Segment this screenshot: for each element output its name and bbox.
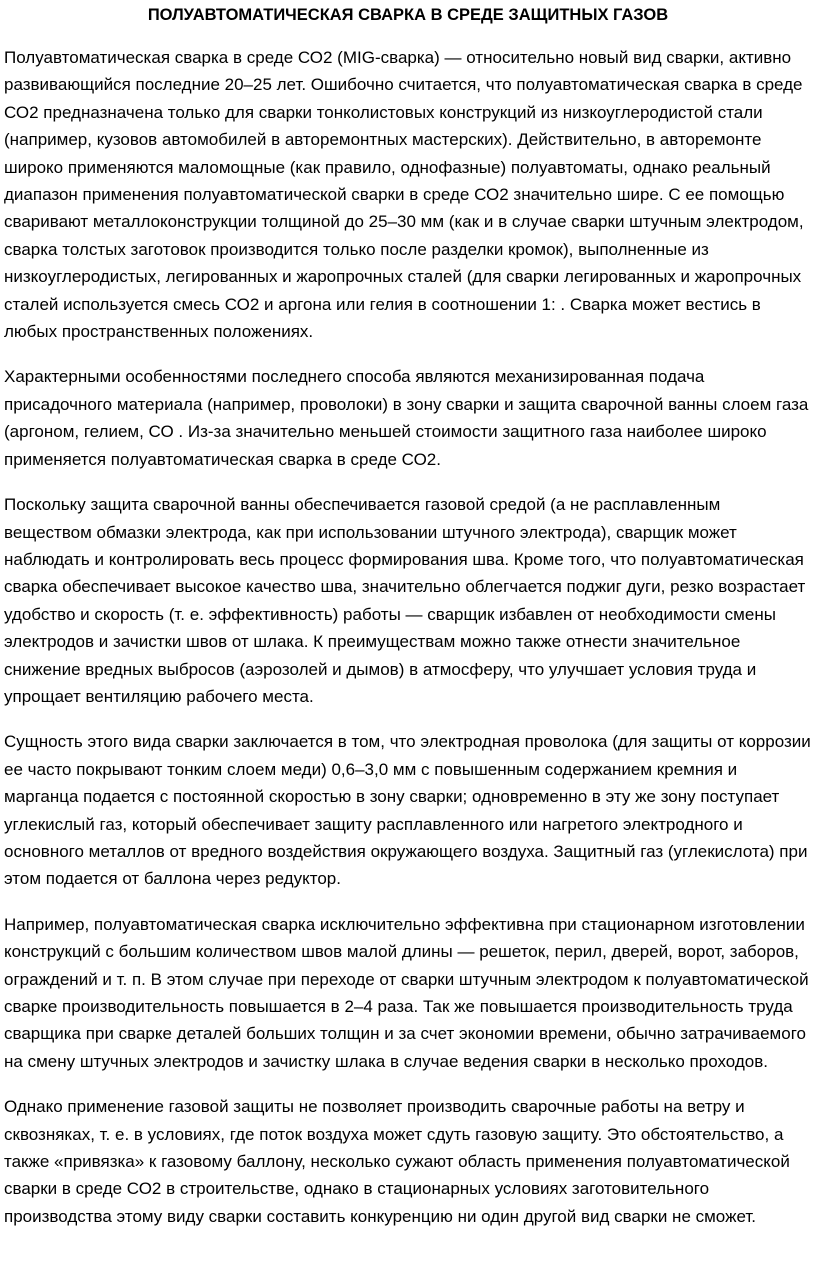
paragraph-4: Сущность этого вида сварки заключается в том, что электродная проволока (для защиты от коррозии ее часто покрывают тонким слоем меди) 0,6–3,0 мм с повышенным содержанием кремния и марганца подается с постоянной скоростью в зону сварки; одновременно в эту же зону поступает углекислый газ, который обеспечивает защиту расплавленного или нагретого электродного и основного металлов от вредного воздействия окружающего воздуха. Защитный газ (углекислота) при этом подается от баллона через редуктор. bbox=[4, 732, 811, 889]
paragraph-5: Например, полуавтоматическая сварка исключительно эффективна при стационарном изготовлении конструкций с большим количеством швов малой длины — решеток, перил, дверей, ворот, заборов, ограждений и т. п. В этом случае при переходе от сварки штучным электродом к полуавтоматической сварке производительность повышается в 2–4 раза. Так же повышается производительность труда сварщика при сварке деталей больших толщин и за счет экономии времени, обычно затрачиваемого на смену штучных электродов и зачистку шлака в случае ведения сварки в несколько проходов. bbox=[4, 914, 809, 1071]
paragraph-6: Однако применение газовой защиты не позволяет производить сварочные работы на ветру и сквозняках, т. е. в условиях, где поток воздуха может сдуть газовую защиту. Это обстоятельство, а также «привязка» к газовому баллону, несколько сужают область применения полуавтоматической сварки в среде СО2 в строительстве, однако в стационарных условиях заготовительного производства этому виду сварки составить конкуренцию ни один другой вид сварки не сможет. bbox=[4, 1097, 790, 1226]
document-title: ПОЛУАВТОМАТИЧЕСКАЯ СВАРКА В СРЕДЕ ЗАЩИТНЫХ ГАЗОВ bbox=[147, 6, 669, 24]
paragraph-2: Характерными особенностями последнего способа являются механизированная подача присадочного материала (например, проволоки) в зону сварки и защита сварочной ванны слоем газа (аргоном, гелием, СО . Из-за значительно меньшей стоимости защитного газа наиболее широко применяется полуавтоматическая сварка в среде СО2. bbox=[4, 367, 809, 469]
paragraph-1: Полуавтоматическая сварка в среде СО2 (MIG-сварка) — относительно новый вид сварки, активно развивающийся последние 20–25 лет. Ошибочно считается, что полуавтоматическая сварка в среде СО2 предназначена только для сварки тонколистовых конструкций из низкоуглеродистой стали (например, кузовов автомобилей в авторемонтных мастерских). Действительно, в авторемонте широко применяются маломощные (как правило, однофазные) полуавтоматы, однако реальный диапазон применения полуавтоматической сварки в среде СО2 значительно шире. С ее помощью сваривают металлоконструкции толщиной до 25–30 мм (как и в случае сварки штучным электродом, сварка толстых заготовок производится только после разделки кромок), выполненные из низкоуглеродистых, легированных и жаропрочных сталей (для сварки легированных и жаропрочных сталей используется смесь СО2 и аргона или гелия в соотношении 1: . Сварка может вестись в любых пространственных положениях. bbox=[4, 48, 804, 342]
paragraph-3: Поскольку защита сварочной ванны обеспечивается газовой средой (а не расплавленным веществом обмазки электрода, как при использовании штучного электрода), сварщик может наблюдать и контролировать весь процесс формирования шва. Кроме того, что полуавтоматическая сварка обеспечивает высокое качество шва, значительно облегчается поджиг дуги, резко возрастает удобство и скорость (т. е. эффективность) работы — сварщик избавлен от необходимости смены электродов и зачистки швов от шлака. К преимуществам можно также отнести значительное снижение вредных выбросов (аэрозолей и дымов) в атмосферу, что улучшает условия труда и упрощает вентиляцию рабочего места. bbox=[4, 495, 806, 706]
